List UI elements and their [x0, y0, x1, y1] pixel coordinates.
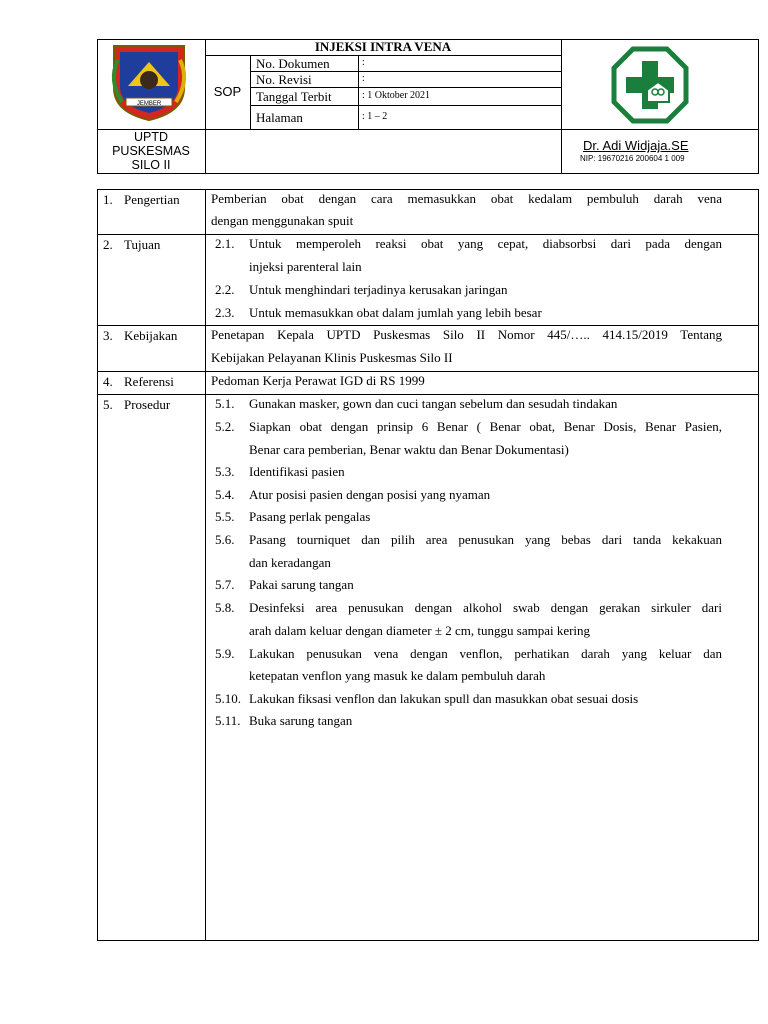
section-number: 5.	[103, 397, 113, 412]
field-value-no-dokumen: :	[362, 57, 365, 68]
item-number: 5.11.	[215, 713, 241, 728]
field-value-tanggal-terbit: : 1 Oktober 2021	[362, 90, 431, 101]
field-label-no-dokumen: No. Dokumen	[256, 56, 330, 71]
item-text-line: Pakai sarung tangan	[249, 577, 354, 592]
section-number: 2.	[103, 237, 113, 252]
item-number: 5.9.	[215, 646, 235, 661]
kebijakan-text-line: Kebijakan Pelayanan Klinis Puskesmas Silo II	[211, 350, 453, 365]
item-number: 5.7.	[215, 577, 235, 592]
section-number: 3.	[103, 328, 113, 343]
item-text-line: Pasang perlak pengalas	[249, 509, 371, 524]
item-text-line: Desinfeksi area penusukan dengan alkohol swab dengan gerakan sirkuler dari	[249, 600, 722, 615]
org-name-line: SILO II	[131, 158, 171, 172]
item-number: 5.1.	[215, 396, 235, 411]
sop-label: SOP	[213, 84, 242, 99]
section-label-prosedur: Prosedur	[124, 397, 171, 412]
field-label-tanggal-terbit: Tanggal Terbit	[256, 89, 332, 104]
item-text-line: Buka sarung tangan	[249, 713, 353, 728]
field-label-halaman: Halaman	[256, 110, 303, 125]
item-text-line: Lakukan fiksasi venflon dan lakukan spull dan masukkan obat sesuai dosis	[249, 691, 639, 706]
item-text-line: Atur posisi pasien dengan posisi yang nyaman	[249, 487, 491, 502]
pengertian-text-line: Pemberian obat dengan cara memasukkan obat kedalam pembuluh darah vena	[211, 191, 722, 206]
referensi-text-line: Pedoman Kerja Perawat IGD di RS 1999	[211, 373, 425, 388]
item-number: 5.6.	[215, 532, 235, 547]
item-number: 2.3.	[215, 305, 235, 320]
field-value-halaman: : 1 – 2	[362, 111, 388, 122]
section-label-tujuan: Tujuan	[124, 237, 161, 252]
section-label-kebijakan: Kebijakan	[124, 328, 178, 343]
document-title: INJEKSI INTRA VENA	[314, 39, 452, 54]
item-text-line: Benar cara pemberian, Benar waktu dan Benar Dokumentasi)	[249, 442, 569, 457]
section-number: 1.	[103, 192, 113, 207]
item-text-line: Untuk menghindari terjadinya kerusakan jaringan	[249, 282, 508, 297]
item-text-line: injeksi parenteral lain	[249, 259, 362, 274]
item-number: 5.10.	[215, 691, 241, 706]
item-text-line: ketepatan venflon yang masuk ke dalam pembuluh darah	[249, 668, 546, 683]
item-text-line: Siapkan obat dengan prinsip 6 Benar ( Benar obat, Benar Dosis, Benar Pasien,	[249, 419, 722, 434]
item-text-line: Gunakan masker, gown dan cuci tangan sebelum dan sesudah tindakan	[249, 396, 618, 411]
signatory-name: Dr. Adi Widjaja.SE	[583, 138, 689, 153]
org-name	[97, 130, 205, 172]
item-number: 2.1.	[215, 236, 235, 251]
puskesmas-logo	[611, 46, 689, 124]
org-name-line: PUSKESMAS	[112, 144, 190, 158]
item-number: 5.2.	[215, 419, 235, 434]
org-name-line: UPTD	[133, 130, 169, 144]
field-label-no-revisi: No. Revisi	[256, 72, 312, 87]
item-text-line: Untuk memperoleh reaksi obat yang cepat, diabsorbsi dari pada dengan	[249, 236, 722, 251]
signatory-nip: NIP: 19670216 200604 1 009	[580, 154, 685, 163]
item-text-line: arah dalam keluar dengan diameter ± 2 cm, tunggu sampai kering	[249, 623, 591, 638]
item-text-line: Lakukan penusukan vena dengan venflon, perhatikan darah yang keluar dan	[249, 646, 722, 661]
item-text-line: Identifikasi pasien	[249, 464, 345, 479]
section-label-referensi: Referensi	[124, 374, 174, 389]
item-text-line: Pasang tourniquet dan pilih area penusukan yang bebas dari tanda kekakuan	[249, 532, 722, 547]
item-number: 5.4.	[215, 487, 235, 502]
regency-emblem-logo	[104, 40, 194, 124]
item-number: 5.5.	[215, 509, 235, 524]
kebijakan-text-line: Penetapan Kepala UPTD Puskesmas Silo II Nomor 445/….. 414.15/2019 Tentang	[211, 327, 722, 342]
section-label-pengertian: Pengertian	[124, 192, 180, 207]
item-text-line: Untuk memasukkan obat dalam jumlah yang lebih besar	[249, 305, 542, 320]
field-value-no-revisi: :	[362, 73, 365, 84]
item-number: 5.8.	[215, 600, 235, 615]
emblem-banner-text: JEMBER	[136, 101, 162, 107]
pengertian-text-line: dengan menggunakan spuit	[211, 213, 354, 228]
section-number: 4.	[103, 374, 113, 389]
item-number: 2.2.	[215, 282, 235, 297]
item-number: 5.3.	[215, 464, 235, 479]
item-text-line: dan keradangan	[249, 555, 331, 570]
